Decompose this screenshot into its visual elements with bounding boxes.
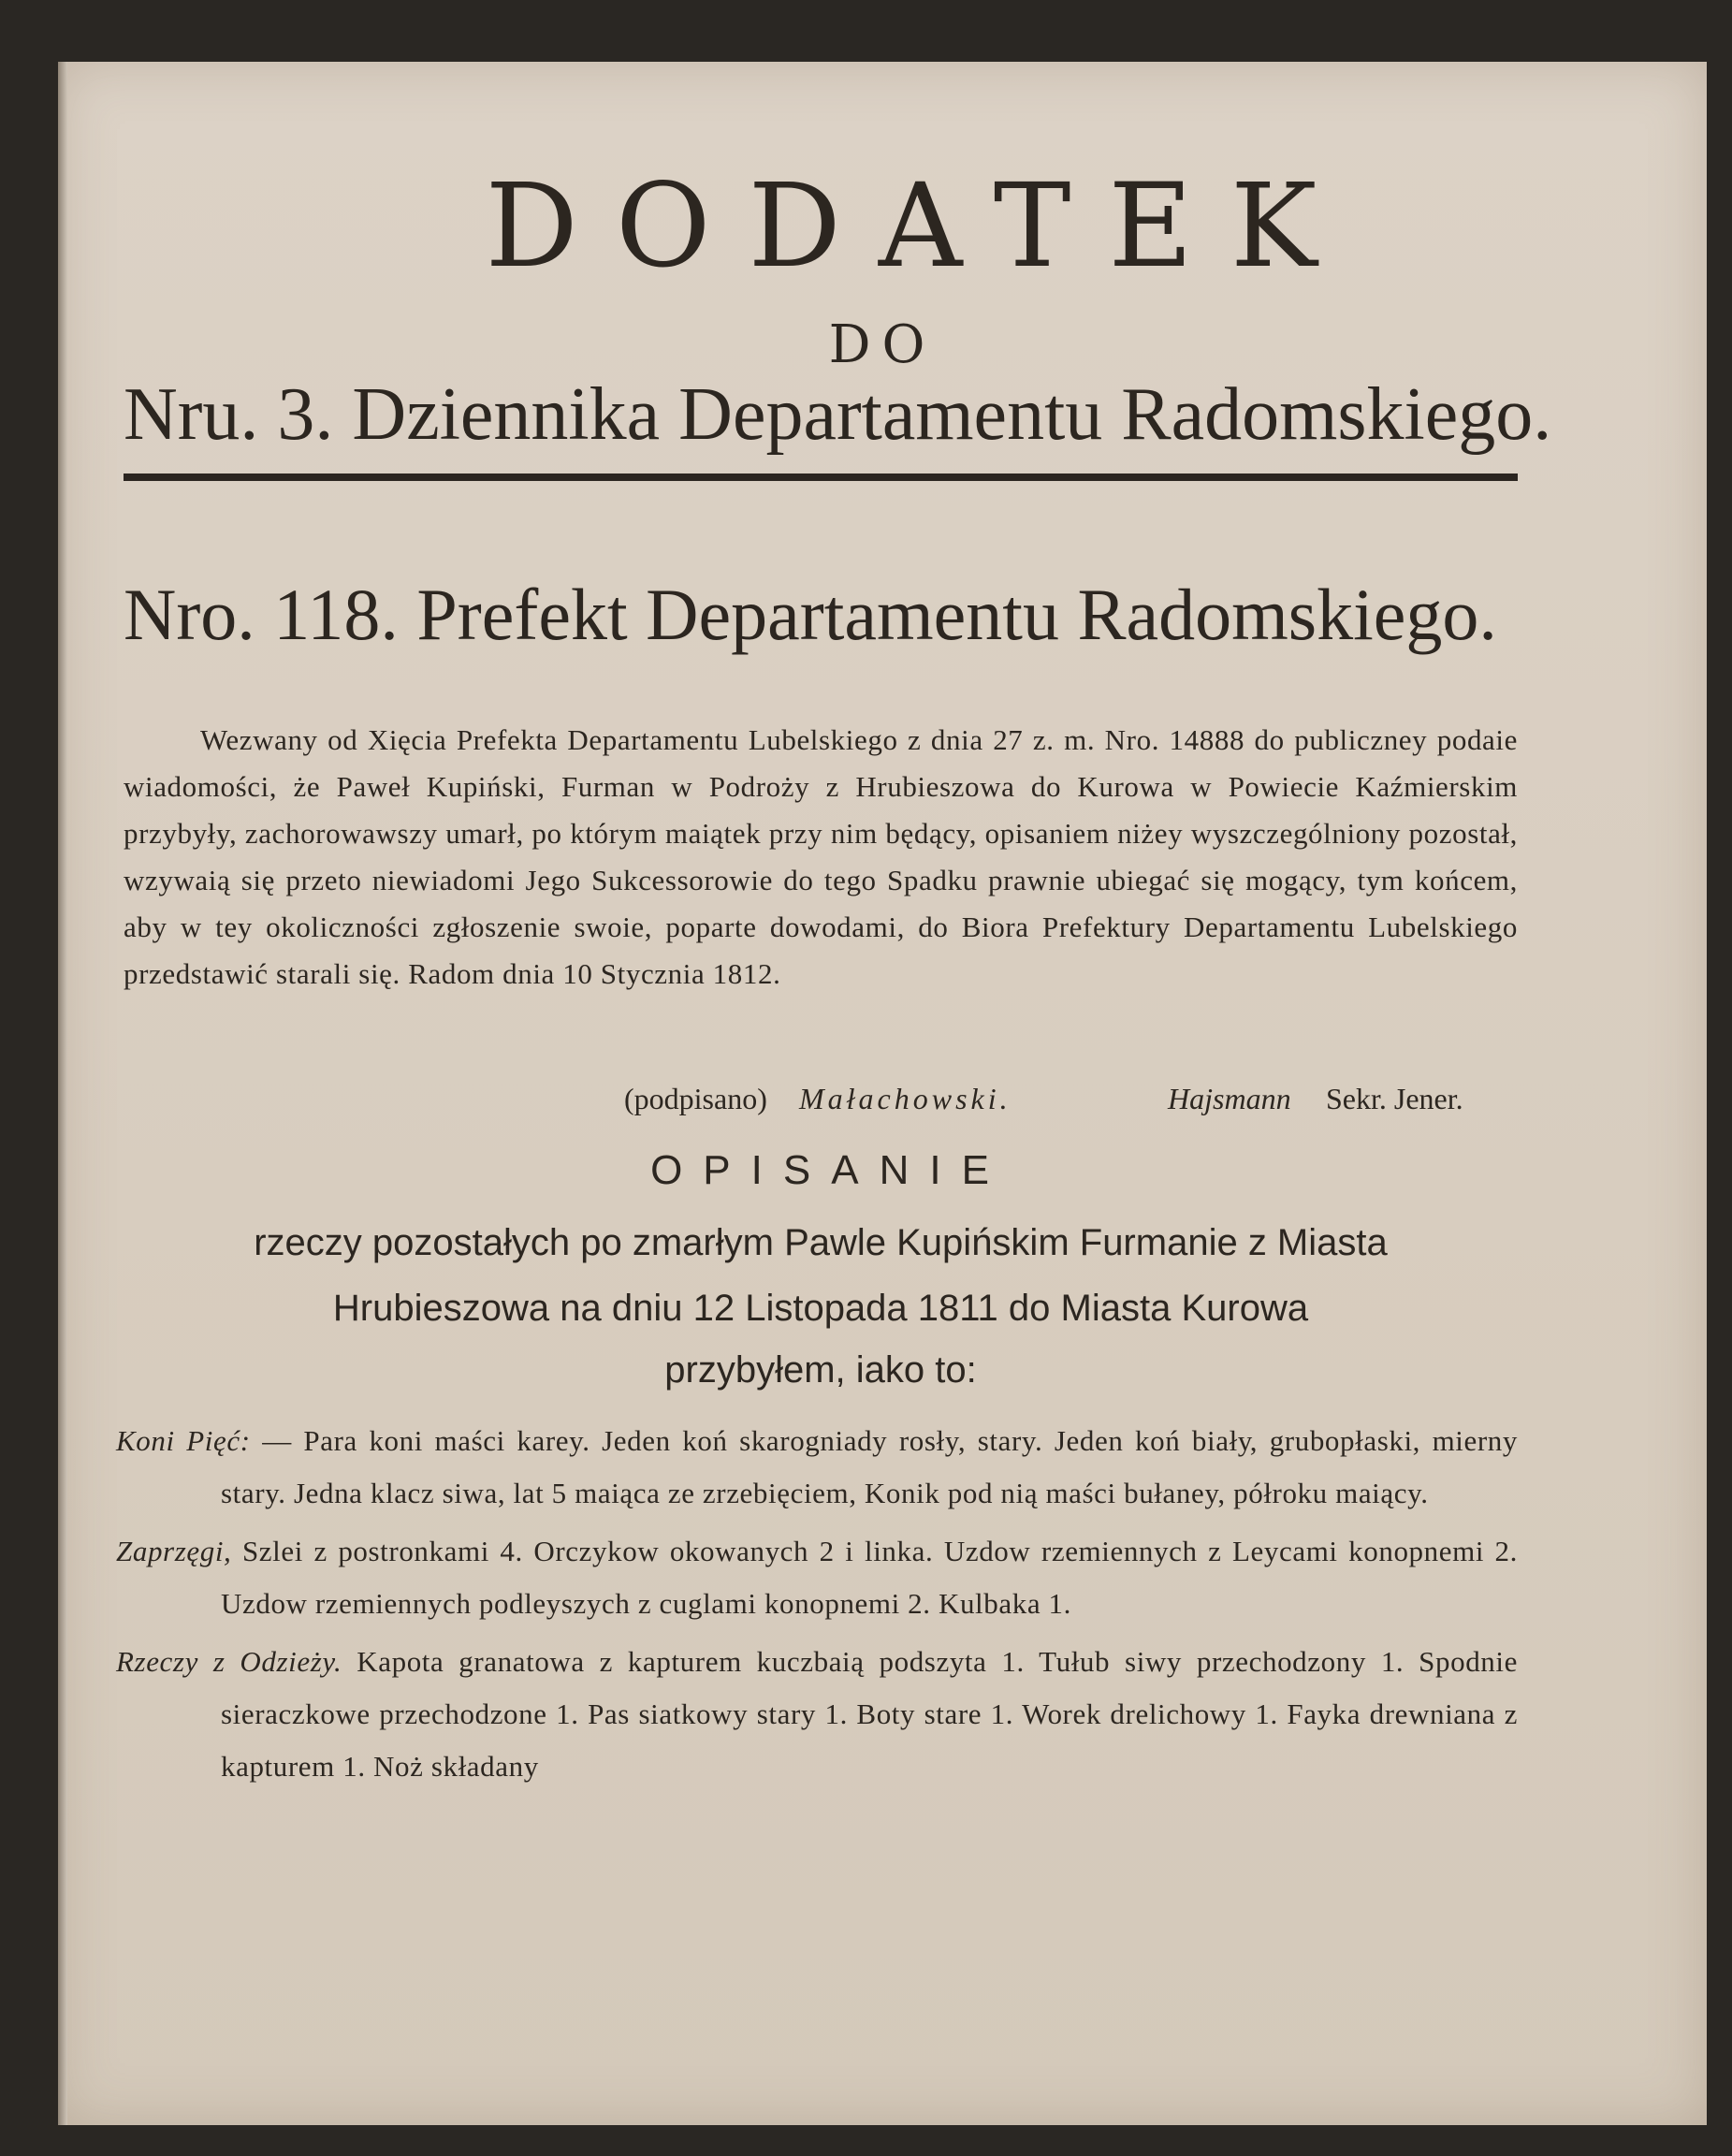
item-label: Koni Pięć: bbox=[116, 1424, 251, 1457]
item-text: Kapota granatowa z kapturem kuczbaią podszyta 1. Tułub siwy przechodzony 1. Spodnie sieraczkowe przechodzone 1. Pas siatkowy stary 1. Boty stare 1. Worek drelichowy 1. Fayka drewniana z kapturem 1. Noż składany bbox=[221, 1645, 1518, 1783]
description-subtitle-3: przybyłem, iako to: bbox=[664, 1349, 977, 1391]
inventory-list bbox=[116, 1415, 1518, 1799]
page-content bbox=[58, 62, 1707, 2125]
inventory-item-horses bbox=[116, 1415, 1518, 1520]
notice-paragraph: Wezwany od Xięcia Prefekta Departamentu Lubelskiego z dnia 27 z. m. Nro. 14888 do publiczney podaie wiadomości, że Paweł Kupiński, Furman w Podroży z Hrubieszowa do Kurowa w Powiecie Kaźmierskim przybyły, zachorowawszy umarł, po którym maiątek przy nim będący, opisaniem niżey wyszczególniony pozostał, wzywaią się przeto niewiadomi Jego Sukcessorowie do tego Spadku prawnie ubiegać się mogący, tym końcem, aby w tey okoliczności zgłoszenie swoie, poparte dowodami, do Biora Prefektury Departamentu Lubelskiego przedstawić starali się. Radom dnia 10 Stycznia 1812. bbox=[124, 723, 1518, 990]
issue-line: Nru. 3. Dziennika Departamentu Radomskiego. bbox=[124, 373, 1552, 456]
masthead-do: DO bbox=[828, 314, 937, 375]
description-subtitle-1: rzeczy pozostałych po zmarłym Pawle Kupińskim Furmanie z Miasta bbox=[254, 1222, 1388, 1263]
description-heading: OPISANIE bbox=[650, 1147, 1010, 1193]
notice-title: Nro. 118. Prefekt Departamentu Radomskiego. bbox=[124, 574, 1497, 655]
masthead-title: DODATEK bbox=[485, 159, 1355, 294]
item-text: — Para koni maści karey. Jeden koń skarogniady rosły, stary. Jeden koń białу, grubopłaski, mierny stary. Jedna klacz siwa, lat 5 maiąca ze zrzebięciem, Konik pod nią maści bułaney, półroku maiący. bbox=[221, 1424, 1519, 1509]
signed-label: (podpisano) bbox=[624, 1082, 767, 1115]
secretary-title: Sekr. Jener. bbox=[1326, 1082, 1463, 1115]
description-subtitle-2: Hrubieszowa na dniu 12 Listopada 1811 do Miasta Kurowa bbox=[332, 1288, 1309, 1329]
item-label: Zaprzęgi, bbox=[116, 1535, 232, 1567]
inventory-item-harness bbox=[116, 1525, 1518, 1630]
divider-rule bbox=[124, 473, 1518, 481]
inventory-item-clothing bbox=[116, 1636, 1518, 1793]
item-label: Rzeczy z Odzieży. bbox=[116, 1645, 342, 1678]
item-text: Szlei z postronkami 4. Orczykow okowanych 2 i linka. Uzdow rzemiennych z Leycami konopnemi 2. Uzdow rzemiennych podleyszych z cuglami konopnemi 2. Kulbaka 1. bbox=[221, 1535, 1519, 1620]
notice-body bbox=[124, 717, 1518, 998]
secretary-name: Hajsmann bbox=[1168, 1082, 1291, 1115]
signer-name: Małachowski. bbox=[799, 1082, 1012, 1115]
